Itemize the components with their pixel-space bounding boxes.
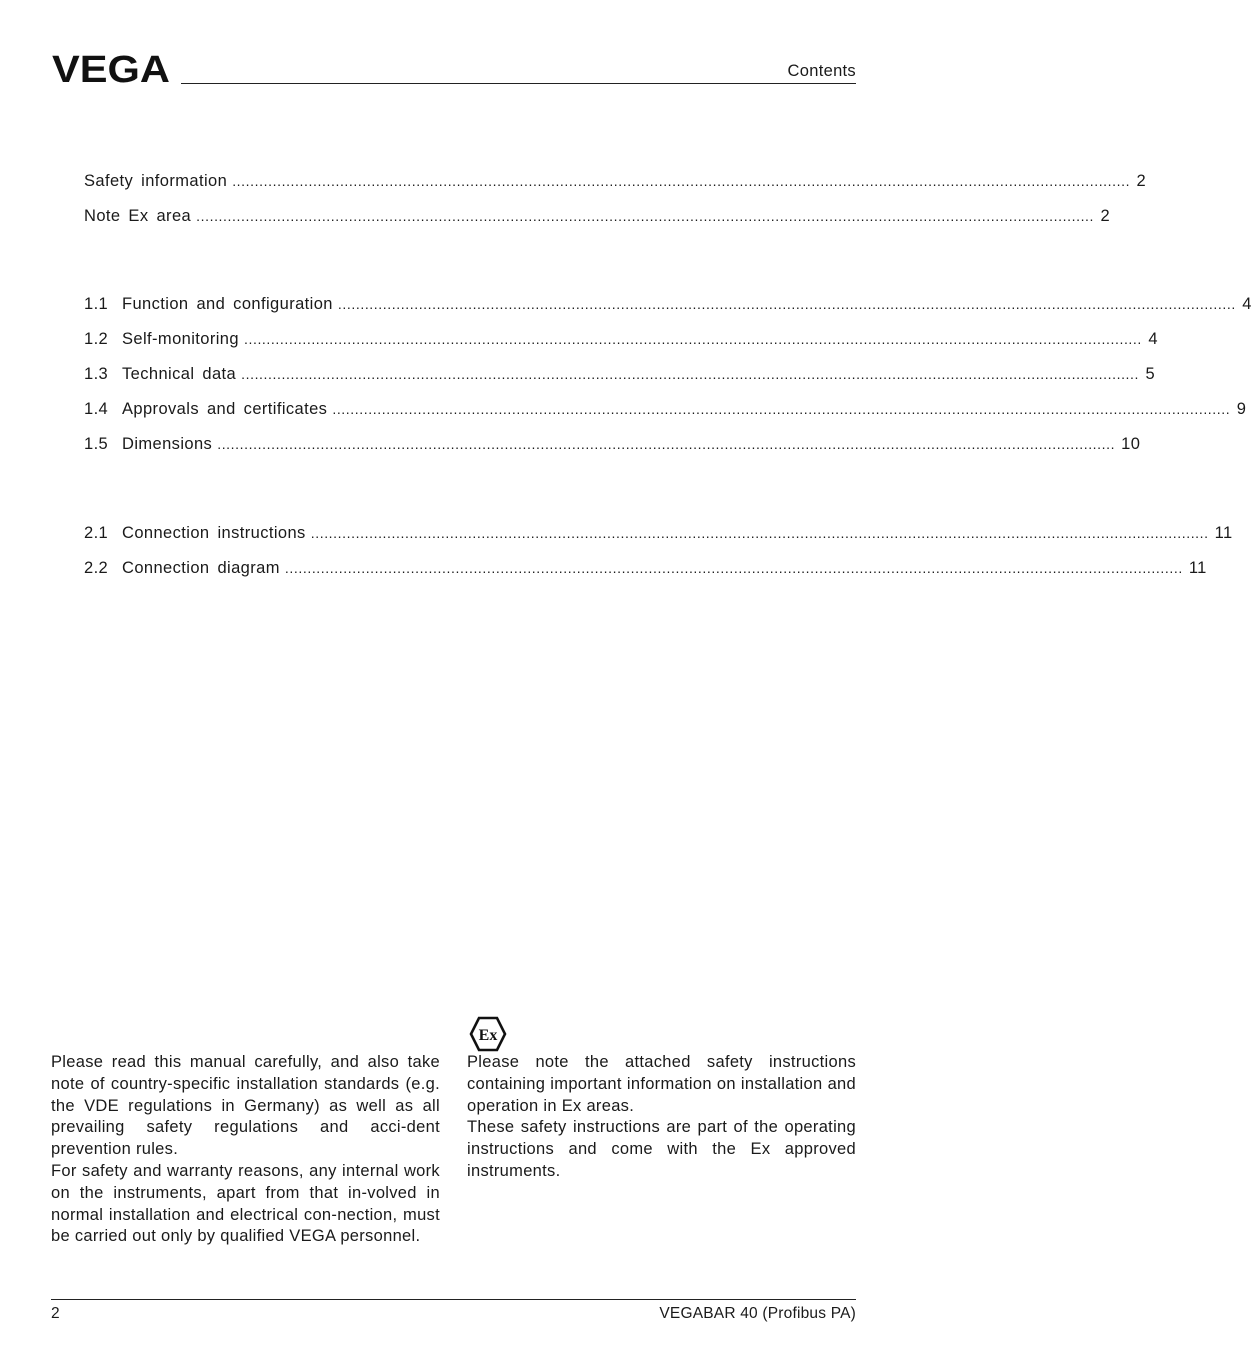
toc-dot-leader: ........................................................................................................................................................................................................ xyxy=(310,525,1209,541)
toc-entry-label: Technical data xyxy=(122,365,237,383)
toc-entry[interactable] xyxy=(84,365,1156,400)
vega-logo-text: VEGA xyxy=(52,49,170,91)
footer-rule xyxy=(51,1299,856,1300)
toc-entry[interactable] xyxy=(84,559,1207,594)
toc-entry-page: 4 xyxy=(1242,295,1252,313)
toc-entry-label: Function and configuration xyxy=(122,295,333,313)
toc-entry-page: 4 xyxy=(1148,330,1158,348)
toc-entry[interactable] xyxy=(84,435,1141,470)
toc-dot-leader: ........................................................................................................................................................................................................ xyxy=(241,366,1140,382)
toc-entry-number: 1.4 xyxy=(84,400,109,418)
toc-entry[interactable] xyxy=(84,172,1147,207)
toc-dot-leader: ........................................................................................................................................................................................................ xyxy=(284,560,1183,576)
toc-entry[interactable] xyxy=(84,400,1247,435)
toc-dot-leader: ........................................................................................................................................................................................................ xyxy=(232,173,1131,189)
safety-paragraph-1: Please read this manual carefully, and also take note of country-specific installation standards (e.g. the VDE regulations in Germany) as well as all prevailing safety regulations and acci-dent prevention rules. xyxy=(51,1053,440,1159)
toc-entry-number: 1.3 xyxy=(84,365,109,383)
toc-group-chapter-2 xyxy=(84,524,1233,594)
toc-entry-label: Safety information xyxy=(84,172,228,190)
toc-entry-label: Self-monitoring xyxy=(122,330,239,348)
safety-information-section xyxy=(51,1052,440,1248)
toc-entry[interactable] xyxy=(84,330,1158,365)
toc-entry-number: 1.2 xyxy=(84,330,109,348)
toc-entry-label: Note Ex area xyxy=(84,207,192,225)
header-title: Contents xyxy=(787,62,856,80)
ex-icon-text: Ex xyxy=(478,1027,498,1044)
toc-entry-label: Approvals and certificates xyxy=(122,400,328,418)
vega-logo xyxy=(52,49,172,91)
toc-entry-page: 9 xyxy=(1236,400,1247,418)
toc-entry-label: Connection instructions xyxy=(122,524,306,542)
ex-paragraph-1: Please note the attached safety instructions containing important information on installation and operation in Ex areas. xyxy=(467,1053,856,1115)
toc-dot-leader: ........................................................................................................................................................................................................ xyxy=(196,208,1095,224)
toc-entry[interactable] xyxy=(84,207,1111,242)
toc-entry[interactable] xyxy=(84,524,1233,559)
toc-entry-page: 10 xyxy=(1121,435,1141,453)
toc-entry-label: Dimensions xyxy=(122,435,213,453)
ex-area-note-section xyxy=(467,1052,856,1183)
toc-group-general xyxy=(84,172,1147,242)
toc-entry-page: 5 xyxy=(1145,365,1156,383)
toc-dot-leader: ........................................................................................................................................................................................................ xyxy=(217,436,1116,452)
toc-entry-number: 1.5 xyxy=(84,435,109,453)
footer-product-name: VEGABAR 40 (Profibus PA) xyxy=(659,1305,856,1322)
ex-paragraph-2: These safety instructions are part of the operating instructions and come with the Ex approved instruments. xyxy=(467,1118,856,1180)
toc-dot-leader: ........................................................................................................................................................................................................ xyxy=(337,296,1236,312)
toc-entry-label: Connection diagram xyxy=(122,559,280,577)
safety-paragraph-2: For safety and warranty reasons, any internal work on the instruments, apart from that in-volved in normal installation and electrical con-nection, must be carried out only by qualified VEGA personnel. xyxy=(51,1161,440,1246)
footer-page-number: 2 xyxy=(51,1305,60,1322)
toc-entry-page: 2 xyxy=(1136,172,1147,190)
ex-hexagon-icon xyxy=(469,1016,507,1052)
toc-entry-number: 1.1 xyxy=(84,295,109,313)
toc-entry-number: 2.1 xyxy=(84,524,109,542)
toc-entry-number: 2.2 xyxy=(84,559,109,577)
header-rule xyxy=(181,83,856,84)
toc-entry-page: 11 xyxy=(1188,559,1207,577)
toc-dot-leader: ........................................................................................................................................................................................................ xyxy=(332,401,1231,417)
toc-entry[interactable] xyxy=(84,295,1252,330)
toc-entry-page: 2 xyxy=(1100,207,1111,225)
toc-entry-page: 11 xyxy=(1214,524,1233,542)
toc-group-chapter-1 xyxy=(84,295,1252,470)
toc-dot-leader: ........................................................................................................................................................................................................ xyxy=(243,331,1142,347)
